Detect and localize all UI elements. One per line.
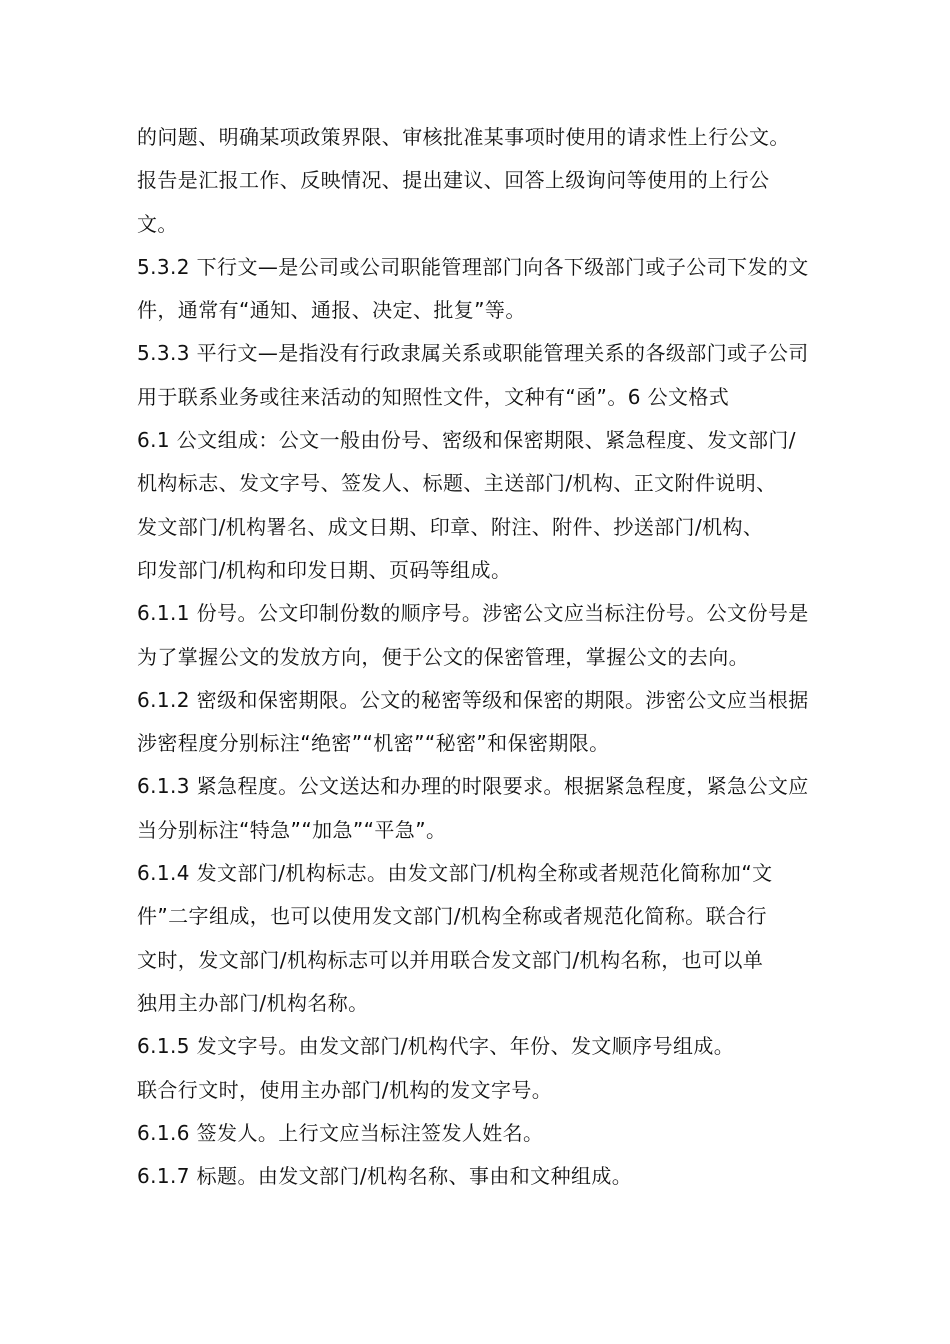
text-line: 的问题、明确某项政策界限、审核批准某事项时使用的请求性上行公文。 xyxy=(137,125,790,149)
text-line: 当分别标注“特急”“加急”“平急”。 xyxy=(137,817,447,842)
text-line: 机构标志、发文字号、签发人、标题、主送部门/机构、正文附件说明、 xyxy=(137,471,777,496)
text-line: 发文部门/机构署名、成文日期、印章、附注、附件、抄送部门/机构、 xyxy=(137,514,764,539)
text-line: 6.1.4 发文部门/机构标志。由发文部门/机构全称或者规范化简称加“文 xyxy=(137,861,773,886)
document-body xyxy=(137,116,827,1198)
text-line: 用于联系业务或往来活动的知照性文件，文种有“函”。6 公文格式 xyxy=(137,384,730,409)
text-line: 件”二字组成，也可以使用发文部门/机构全称或者规范化简称。联合行 xyxy=(137,904,767,929)
text-line: 6.1.5 发文字号。由发文部门/机构代字、年份、发文顺序号组成。 xyxy=(137,1034,735,1059)
text-line: 6.1.6 签发人。上行文应当标注签发人姓名。 xyxy=(137,1120,544,1145)
text-line: 报告是汇报工作、反映情况、提出建议、回答上级询问等使用的上行公 xyxy=(137,168,770,193)
text-line: 6.1.1 份号。公文印制份数的顺序号。涉密公文应当标注份号。公文份号是 xyxy=(137,601,809,626)
text-line: 文。 xyxy=(137,211,178,236)
text-line: 6.1.7 标题。由发文部门/机构名称、事由和文种组成。 xyxy=(137,1164,633,1189)
text-line: 6.1.2 密级和保密期限。公文的秘密等级和保密的期限。涉密公文应当根据 xyxy=(137,687,809,712)
text-line: 文时，发文部门/机构标志可以并用联合发文部门/机构名称，也可以单 xyxy=(137,947,764,972)
text-line: 为了掌握公文的发放方向，便于公文的保密管理，掌握公文的去向。 xyxy=(137,644,749,669)
text-line: 涉密程度分别标注“绝密”“机密”“秘密”和保密期限。 xyxy=(137,731,610,756)
text-line: 独用主办部门/机构名称。 xyxy=(137,990,369,1015)
text-line: 5.3.2 下行文—是公司或公司职能管理部门向各下级部门或子公司下发的文 xyxy=(137,254,809,279)
text-line: 印发部门/机构和印发日期、页码等组成。 xyxy=(137,557,512,582)
text-line: 联合行文时，使用主办部门/机构的发文字号。 xyxy=(137,1077,553,1102)
text-line: 件，通常有“通知、通报、决定、批复”等。 xyxy=(137,298,526,323)
text-line: 5.3.3 平行文—是指没有行政隶属关系或职能管理关系的各级部门或子公司 xyxy=(137,341,809,366)
text-line: 6.1 公文组成：公文一般由份号、密级和保密期限、紧急程度、发文部门/ xyxy=(137,428,796,453)
text-line: 6.1.3 紧急程度。公文送达和办理的时限要求。根据紧急程度，紧急公文应 xyxy=(137,774,809,799)
